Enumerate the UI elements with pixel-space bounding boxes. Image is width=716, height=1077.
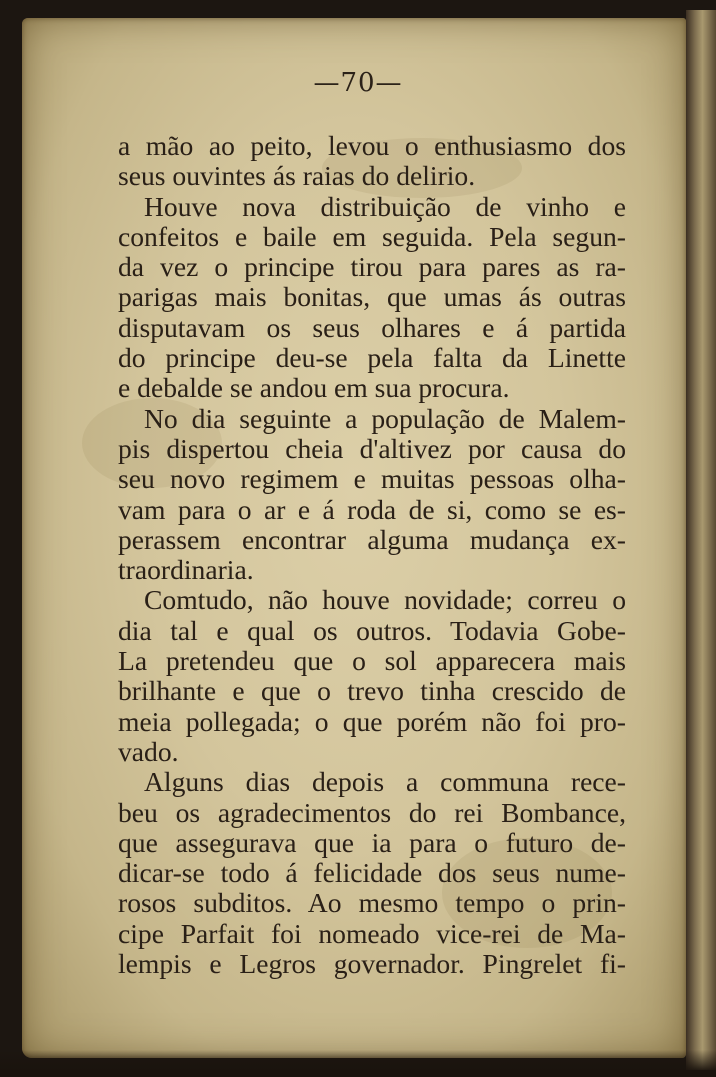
text-line: da vez o principe tirou para pares as ra-: [118, 251, 626, 283]
text-line: dicar-se todo á felicidade dos seus nume-: [118, 857, 626, 889]
text-line: Comtudo, não houve novidade; correu o: [144, 584, 626, 616]
text-line: seu novo regimem e muitas pessoas olha-: [118, 463, 626, 495]
text-line: cipe Parfait foi nomeado vice-rei de Ma-: [118, 917, 626, 949]
text-line: brilhante e que o trevo tinha crescido de: [118, 675, 626, 707]
text-line: do principe deu-se pela falta da Linette: [118, 342, 626, 374]
text-line: vam para o ar e á roda de si, como se es-: [118, 493, 626, 525]
text-line: seus ouvintes ás raias do delirio.: [118, 160, 476, 192]
scan-bottom-shadow: [0, 1050, 716, 1077]
text-line: perassem encontrar alguma mudança ex-: [118, 523, 626, 555]
text-line: rosos subditos. Ao mesmo tempo o prin-: [118, 887, 626, 919]
text-line: parigas mais bonitas, que umas ás outras: [118, 281, 626, 313]
text-line: vado.: [118, 735, 179, 767]
page-number: —70—: [313, 68, 403, 98]
text-line: Houve nova distribuição de vinho e: [144, 190, 626, 222]
text-line: dia tal e qual os outros. Todavia Gobe-: [118, 614, 626, 646]
text-line: No dia seguinte a população de Malem-: [144, 402, 626, 434]
text-line: Alguns dias depois a communa rece-: [144, 766, 626, 798]
text-line: meia pollegada; o que porém não foi pro-: [118, 705, 626, 737]
text-line: beu os agradecimentos do rei Bombance,: [118, 796, 626, 828]
text-line: pis dispertou cheia d'altivez por causa do: [118, 432, 626, 464]
text-line: traordinaria.: [118, 554, 254, 586]
text-line: La pretendeu que o sol apparecera mais: [118, 645, 626, 677]
text-line: confeitos e baile em seguida. Pela segun-: [118, 220, 626, 252]
body-text: [118, 131, 626, 979]
text-line: que assegurava que ia para o futuro de-: [118, 826, 626, 858]
text-line: disputavam os seus olhares e á partida: [118, 311, 626, 343]
text-line: e debalde se andou em sua procura.: [118, 372, 510, 404]
text-line: lempis e Legros governador. Pingrelet fi-: [118, 948, 626, 980]
text-line: a mão ao peito, levou o enthusiasmo dos: [118, 130, 626, 161]
book-spine-edge: [686, 10, 716, 1070]
